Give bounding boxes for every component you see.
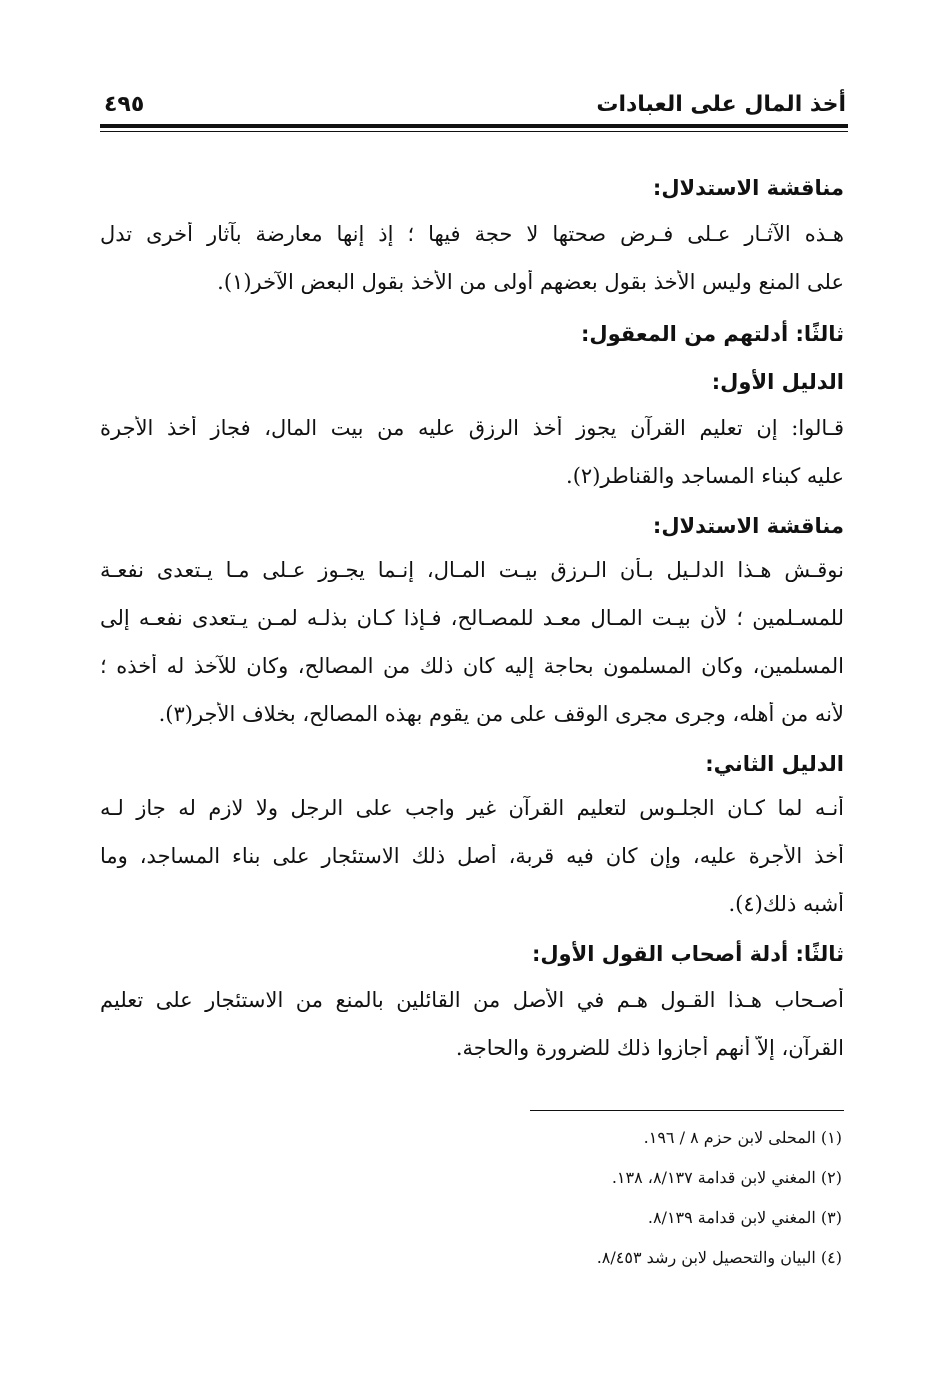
paragraph-4-line-1: أنـه لما كـان الجلـوس لتعليم القرآن غير واجب على الرجل ولا لازم له جاز لـه bbox=[100, 796, 844, 820]
section-heading-first-opinion-evidence: ثالثًا: أدلة أصحاب القول الأول: bbox=[531, 942, 844, 966]
header-rule-thick bbox=[100, 124, 848, 128]
section-heading-discussion-1: مناقشة الاستدلال: bbox=[652, 176, 844, 200]
subheading-first-evidence: الدليل الأول: bbox=[711, 370, 844, 394]
page-number: ٤٩٥ bbox=[104, 92, 145, 117]
footnote-4: (٤) البيان والتحصيل لابن رشد ٨/٤٥٣. bbox=[596, 1248, 842, 1267]
footnote-3: (٣) المغني لابن قدامة ٨/١٣٩. bbox=[647, 1208, 842, 1227]
section-heading-rational-evidence: ثالثًا: أدلتهم من المعقول: bbox=[580, 322, 844, 346]
paragraph-3-line-3: المسلمين، وكان المسلمون بحاجة إليه كان ذلك من المصالح، وكان للآخذ له أخذه ؛ bbox=[100, 654, 844, 678]
paragraph-3-line-4: لأنه من أهله، وجرى مجرى الوقف على من يقوم بهذه المصالح، بخلاف الأجر(٣). bbox=[158, 702, 844, 726]
footnote-2: (٢) المغني لابن قدامة ٨/١٣٧، ١٣٨. bbox=[611, 1168, 842, 1187]
paragraph-2-line-2: عليه كبناء المساجد والقناطر(٢). bbox=[566, 464, 844, 488]
paragraph-4-line-2: أخذ الأجرة عليه، وإن كان فيه قربة، أصل ذلك الاستئجار على بناء المساجد، وما bbox=[100, 844, 844, 868]
paragraph-5-line-2: القرآن، إلاّ أنهم أجازوا ذلك للضرورة والحاجة. bbox=[455, 1036, 844, 1060]
paragraph-3-line-2: للمسـلمين ؛ لأن بيـت المـال معـد للمصـالح، فـإذا كـان بذلـه لمـن يـتعدى نفعـه إلى bbox=[100, 606, 844, 630]
subheading-second-evidence: الدليل الثاني: bbox=[705, 752, 844, 776]
section-heading-discussion-2: مناقشة الاستدلال: bbox=[652, 514, 844, 538]
footnote-1: (١) المحلى لابن حزم ٨ / ١٩٦. bbox=[643, 1128, 842, 1147]
header-rule-thin bbox=[100, 131, 848, 132]
paragraph-5-line-1: أصـحاب هـذا القـول هـم في الأصل من القائلين بالمنع من الاستئجار على تعليم bbox=[100, 988, 844, 1012]
paragraph-1-line-1: هـذه الآثـار عـلى فـرض صحتها لا حجة فيها ؛ إذ إنها معارضة بآثار أخرى تدل bbox=[100, 222, 844, 246]
paragraph-3-line-1: نوقـش هـذا الدلـيل بـأن الـرزق بيـت المـال، إنـما يجـوز عـلى مـا يـتعدى نفعـة bbox=[100, 558, 844, 582]
footnote-separator bbox=[530, 1110, 844, 1111]
paragraph-1-line-2: على المنع وليس الأخذ بقول بعضهم أولى من الأخذ بقول البعض الآخر(١). bbox=[217, 270, 844, 294]
paragraph-4-line-3: أشبه ذلك(٤). bbox=[728, 892, 844, 916]
paragraph-2-line-1: قـالوا: إن تعليم القرآن يجوز أخذ الرزق عليه من بيت المال، فجاز أخذ الأجرة bbox=[100, 416, 844, 440]
running-header-title: أخذ المال على العبادات bbox=[596, 92, 846, 117]
